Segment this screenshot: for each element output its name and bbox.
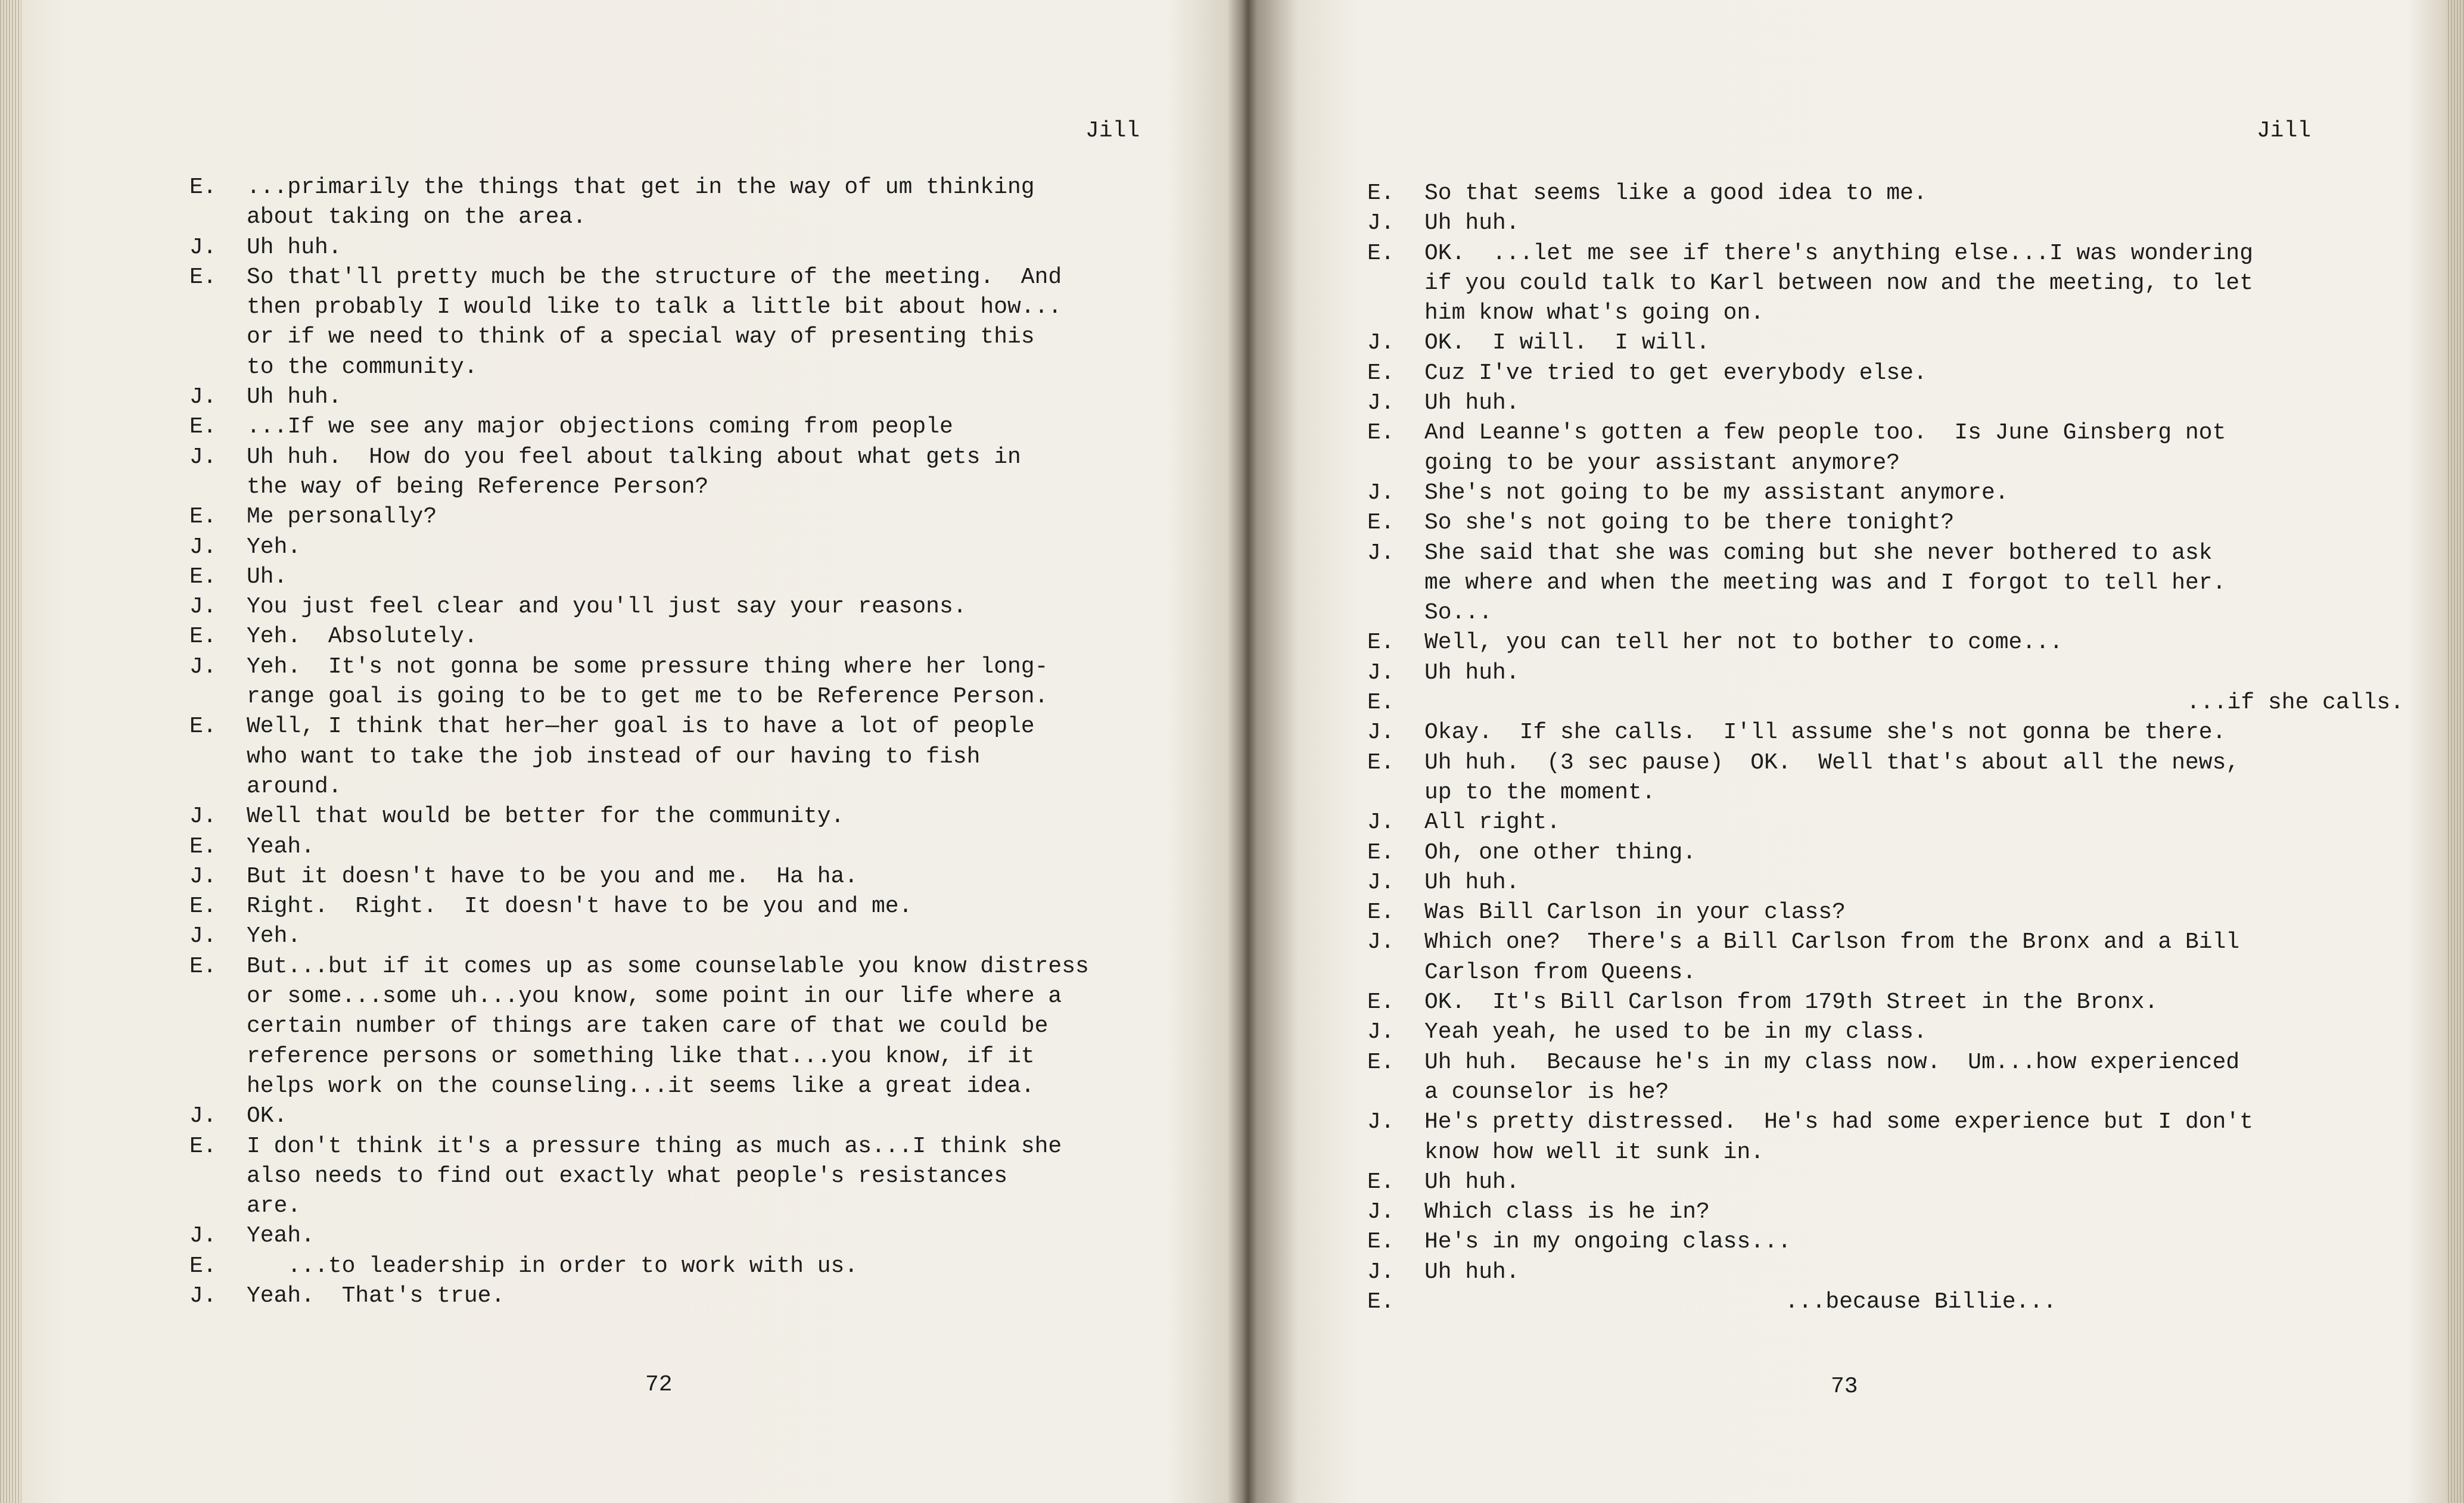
dialogue-line [189,1042,1190,1072]
speaker-label: E. [1367,360,1395,386]
speaker-label: J. [1367,720,1395,746]
dialogue-text: Cuz I've tried to get everybody else. [1424,360,1927,386]
dialogue-line [189,1281,1190,1311]
dialogue-line [1367,239,2404,269]
speaker-label: E. [1367,420,1395,446]
dialogue-line [189,652,1190,682]
dialogue-line [1367,1078,2404,1107]
dialogue-text: Uh huh. [1424,210,1520,237]
speaker-label [189,1162,247,1191]
speaker-label: J. [1367,1019,1395,1045]
dialogue-line [189,1101,1190,1131]
left-dialogue [189,173,1190,1311]
dialogue-line [189,922,1190,951]
dialogue-text: You just feel clear and you'll just say your reasons. [247,594,967,620]
speaker-label [189,472,247,502]
speaker-label: E. [189,714,217,740]
speaker-label: E. [1367,749,1395,776]
dialogue-text: around. [247,773,342,799]
dialogue-text: I don't think it's a pressure thing as much as...I think she [247,1133,1062,1159]
dialogue-line [1367,1197,2404,1227]
dialogue-text: She's not going to be my assistant anymore. [1424,480,2009,506]
dialogue-line [189,353,1190,382]
speaker-label [1367,598,1424,628]
dialogue-text: Yeah. [247,833,315,860]
dialogue-text: then probably I would like to talk a little bit about how... [247,294,1062,320]
dialogue-text: going to be your assistant anymore? [1424,450,1900,476]
dialogue-line [1367,1258,2404,1287]
dialogue-text: ...because Billie... [1785,1289,2057,1315]
dialogue-text: certain number of things are taken care of that we could be [247,1013,1049,1040]
speaker-label: E. [1367,1289,1395,1315]
dialogue-line [1367,568,2404,598]
dialogue-line [1367,478,2404,508]
dialogue-text: He's pretty distressed. He's had some experience but I don't [1424,1109,2254,1135]
dialogue-line [189,832,1190,862]
speaker-label [189,682,247,712]
dialogue-line [189,1072,1190,1101]
dialogue-line [1367,838,2404,868]
dialogue-line [189,173,1190,203]
dialogue-text: Yeh. [247,923,301,950]
dialogue-text: So she's not going to be there tonight? [1424,510,1955,536]
dialogue-text: Carlson from Queens. [1424,959,1697,985]
dialogue-line [189,682,1190,712]
dialogue-text: helps work on the counseling...it seems like a great idea. [247,1073,1035,1099]
speaker-label: E. [189,624,217,650]
dialogue-text: Uh huh. [1424,390,1520,416]
speaker-label [189,982,247,1012]
speaker-label: J. [1367,540,1395,566]
dialogue-text: OK. [247,1103,288,1129]
dialogue-text: All right. [1424,810,1561,836]
speaker-label [189,772,247,802]
speaker-label: E. [1367,839,1395,866]
dialogue-line [189,263,1190,292]
dialogue-line [1367,748,2404,778]
dialogue-text: Right. Right. It doesn't have to be you and me. [247,894,913,920]
speaker-label: E. [189,564,217,590]
dialogue-line [1367,928,2404,957]
speaker-label: J. [1367,929,1395,956]
dialogue-text: Uh huh. [1424,869,1520,895]
speaker-label [189,1072,247,1101]
dialogue-line [1367,1168,2404,1197]
dialogue-line [189,712,1190,742]
speaker-label: E. [1367,630,1395,656]
speaker-label: E. [189,504,217,530]
dialogue-text: Okay. If she calls. I'll assume she's not gonna be there. [1424,720,2226,746]
speaker-label [1367,778,1424,808]
dialogue-line [189,982,1190,1012]
speaker-label: J. [1367,1259,1395,1285]
left-running-header: Jill [1085,118,1140,144]
dialogue-text: or if we need to think of a special way of presenting this [247,324,1035,350]
speaker-label: J. [1367,1109,1395,1135]
dialogue-text: also needs to find out exactly what people's resistances [247,1163,1008,1189]
dialogue-line [189,203,1190,232]
dialogue-line [1367,298,2404,328]
speaker-label: E. [1367,1049,1395,1075]
dialogue-line [1367,179,2404,209]
dialogue-text: Well, I think that her—her goal is to have a lot of people [247,714,1035,740]
dialogue-line [1367,388,2404,418]
speaker-label: J. [189,1223,217,1249]
dialogue-text: Uh huh. [1424,659,1520,686]
dialogue-text: Uh huh. [247,234,342,260]
dialogue-line [189,533,1190,562]
dialogue-text: Uh huh. [1424,1169,1520,1195]
dialogue-line [189,952,1190,982]
speaker-label: J. [1367,210,1395,237]
speaker-label [1367,958,1424,988]
speaker-label [189,1012,247,1041]
speaker-label [1367,449,1424,478]
dialogue-text: me where and when the meeting was and I forgot to tell her. [1424,570,2226,596]
speaker-label: J. [1367,1199,1395,1225]
dialogue-line [189,802,1190,832]
dialogue-text: She said that she was coming but she never bothered to ask [1424,540,2213,566]
speaker-label: E. [1367,510,1395,536]
dialogue-text: OK. I will. I will. [1424,330,1710,356]
speaker-label: J. [189,444,217,470]
dialogue-text: to the community. [247,354,478,380]
speaker-label: E. [1367,1169,1395,1195]
dialogue-line [189,592,1190,622]
speaker-label: J. [1367,330,1395,356]
speaker-label: J. [189,1103,217,1129]
dialogue-text: OK. It's Bill Carlson from 179th Street in the Bronx. [1424,989,2158,1016]
right-page [1248,0,2464,1503]
dialogue-line [1367,1048,2404,1078]
dialogue-line [1367,449,2404,478]
dialogue-text: Was Bill Carlson in your class? [1424,900,1846,926]
dialogue-line [189,502,1190,532]
dialogue-line [1367,808,2404,838]
dialogue-line [189,412,1190,442]
dialogue-text: range goal is going to be to get me to be Reference Person. [247,684,1049,710]
dialogue-line [1367,359,2404,388]
speaker-label: J. [189,863,217,889]
speaker-label [1367,1078,1424,1107]
dialogue-line [189,292,1190,322]
dialogue-text: if you could talk to Karl between now and the meeting, to let [1424,270,2254,296]
dialogue-text: ...if she calls. [2186,690,2404,716]
dialogue-line [1367,898,2404,928]
dialogue-line [1367,269,2404,298]
dialogue-text: But it doesn't have to be you and me. Ha ha. [247,863,858,889]
speaker-label: E. [189,414,217,440]
left-page-number: 72 [645,1372,673,1398]
dialogue-line [189,1191,1190,1221]
dialogue-line [189,322,1190,352]
speaker-label: E. [189,1133,217,1159]
dialogue-text: Which class is he in? [1424,1199,1710,1225]
dialogue-line [1367,1227,2404,1257]
speaker-label [1367,568,1424,598]
dialogue-line [1367,958,2404,988]
dialogue-line [189,1132,1190,1162]
dialogue-line [1367,508,2404,538]
dialogue-line [1367,628,2404,658]
speaker-label: E. [189,175,217,200]
speaker-label [189,203,247,232]
dialogue-line [189,1252,1190,1281]
speaker-label [189,1191,247,1221]
dialogue-text: He's in my ongoing class... [1424,1229,1791,1255]
dialogue-text: Uh huh. How do you feel about talking about what gets in [247,444,1021,470]
speaker-label: J. [189,594,217,620]
dialogue-text: Well that would be better for the community. [247,804,845,830]
dialogue-text: him know what's going on. [1424,300,1765,326]
dialogue-line [1367,598,2404,628]
dialogue-line [1367,1107,2404,1137]
speaker-label [189,292,247,322]
dialogue-text: are. [247,1193,301,1219]
dialogue-text: Yeah yeah, he used to be in my class. [1424,1019,1927,1045]
dialogue-line [189,233,1190,263]
dialogue-text: Which one? There's a Bill Carlson from the Bronx and a Bill [1424,929,2240,956]
speaker-label: E. [189,894,217,920]
speaker-label: E. [189,1253,217,1279]
dialogue-line [1367,418,2404,448]
dialogue-line [189,1221,1190,1251]
dialogue-text: Yeah. [247,1223,315,1249]
speaker-label [189,742,247,772]
right-page-number: 73 [1831,1374,1858,1399]
dialogue-line [189,382,1190,412]
dialogue-line [189,622,1190,652]
dialogue-text: But...but if it comes up as some counselable you know distress [247,953,1089,979]
speaker-label: E. [189,953,217,979]
dialogue-line [189,562,1190,592]
dialogue-line [1367,539,2404,568]
dialogue-line [1367,1287,2404,1317]
speaker-label: J. [1367,480,1395,506]
dialogue-text: reference persons or something like that...you know, if it [247,1043,1035,1069]
speaker-label: J. [1367,390,1395,416]
speaker-label: J. [1367,810,1395,836]
dialogue-text: So... [1424,600,1493,626]
speaker-label: E. [1367,240,1395,266]
dialogue-text: ...to leadership in order to work with us. [247,1253,858,1279]
speaker-label: J. [1367,869,1395,895]
dialogue-text: Oh, one other thing. [1424,839,1697,866]
speaker-label: J. [189,654,217,680]
dialogue-text: Uh huh. [1424,1259,1520,1285]
dialogue-text: or some...some uh...you know, some point in our life where a [247,984,1062,1010]
dialogue-text: Yeah. That's true. [247,1283,505,1309]
speaker-label [189,322,247,352]
speaker-label [189,1042,247,1072]
speaker-label: J. [189,534,217,560]
dialogue-line [1367,1017,2404,1047]
speaker-label: J. [189,804,217,830]
speaker-label [1367,1138,1424,1168]
speaker-label: E. [189,264,217,290]
speaker-label: E. [1367,1229,1395,1255]
dialogue-text: Yeh. It's not gonna be some pressure thing where her long- [247,654,1049,680]
speaker-label: J. [1367,659,1395,686]
dialogue-line [1367,1138,2404,1168]
dialogue-text: And Leanne's gotten a few people too. Is June Ginsberg not [1424,420,2226,446]
dialogue-text: the way of being Reference Person? [247,474,709,500]
dialogue-line [1367,718,2404,748]
dialogue-text: Uh. [247,564,288,590]
right-dialogue [1367,179,2404,1317]
dialogue-line [189,892,1190,922]
dialogue-text: know how well it sunk in. [1424,1139,1765,1165]
dialogue-text: Me personally? [247,504,437,530]
speaker-label: E. [1367,181,1395,206]
speaker-label: E. [1367,900,1395,926]
dialogue-text: about taking on the area. [247,204,587,231]
dialogue-text: So that'll pretty much be the structure of the meeting. And [247,264,1062,290]
speaker-label: E. [1367,989,1395,1016]
dialogue-text: who want to take the job instead of our having to fish [247,743,981,770]
dialogue-line [1367,868,2404,898]
dialogue-line [189,772,1190,802]
dialogue-line [1367,988,2404,1017]
dialogue-text: Well, you can tell her not to bother to come... [1424,630,2063,656]
dialogue-text: Yeh. [247,534,301,560]
speaker-label [189,353,247,382]
speaker-label: J. [189,1283,217,1309]
dialogue-line [189,443,1190,472]
speaker-label [1367,298,1424,328]
speaker-label: E. [1367,690,1395,716]
dialogue-text: Uh huh. [247,384,342,410]
speaker-label: J. [189,384,217,410]
dialogue-text: Yeh. Absolutely. [247,624,478,650]
dialogue-text: up to the moment. [1424,779,1656,805]
dialogue-line [189,1012,1190,1041]
dialogue-line [1367,688,2404,718]
dialogue-line [1367,328,2404,358]
speaker-label: J. [189,923,217,950]
dialogue-line [189,1162,1190,1191]
speaker-label: J. [189,234,217,260]
dialogue-line [189,862,1190,892]
dialogue-line [1367,658,2404,688]
speaker-label [1367,269,1424,298]
dialogue-text: OK. ...let me see if there's anything else...I was wondering [1424,240,2254,266]
speaker-label: E. [189,833,217,860]
dialogue-line [1367,209,2404,238]
dialogue-text: ...If we see any major objections coming from people [247,414,953,440]
dialogue-text: Uh huh. Because he's in my class now. Um...how experienced [1424,1049,2240,1075]
dialogue-line [189,472,1190,502]
dialogue-text: Uh huh. (3 sec pause) OK. Well that's about all the news, [1424,749,2240,776]
dialogue-text: a counselor is he? [1424,1079,1669,1105]
dialogue-line [1367,778,2404,808]
right-running-header: Jill [2257,118,2311,144]
dialogue-text: ...primarily the things that get in the way of um thinking [247,175,1035,200]
dialogue-line [189,742,1190,772]
dialogue-text: So that seems like a good idea to me. [1424,181,1927,206]
